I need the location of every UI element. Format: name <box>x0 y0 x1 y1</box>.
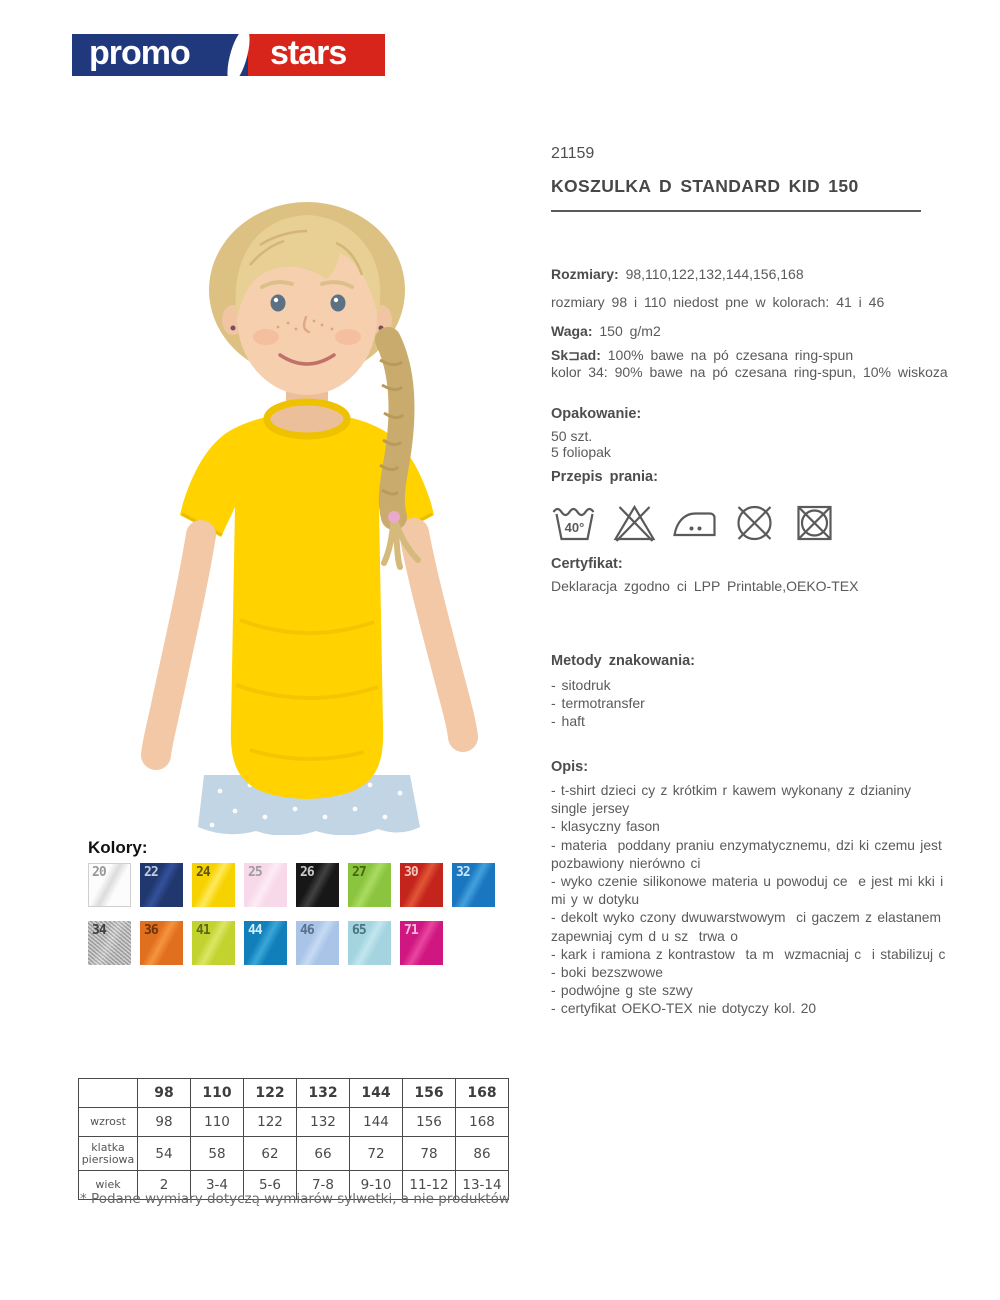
color-code: 44 <box>248 923 262 938</box>
color-code: 26 <box>300 865 314 880</box>
size-table-header-cell: 98 <box>138 1079 191 1108</box>
color-swatch-71 <box>400 921 443 965</box>
wash-40-icon <box>551 501 598 545</box>
color-swatch-30 <box>400 863 443 907</box>
size-table-row-label: wiek <box>79 1171 138 1200</box>
size-table-header-cell: 144 <box>350 1079 403 1108</box>
color-swatch-44 <box>244 921 287 965</box>
size-table-cell: 11-12 <box>403 1171 456 1200</box>
color-swatch-22 <box>140 863 183 907</box>
product-code: 21159 <box>551 145 595 162</box>
size-table-cell: 9-10 <box>350 1171 403 1200</box>
child-illustration <box>100 165 530 835</box>
color-swatch-26 <box>296 863 339 907</box>
opis-list <box>551 782 947 1019</box>
size-table-corner-cell <box>79 1079 138 1108</box>
size-table-cell: 132 <box>297 1108 350 1137</box>
size-table-cell: 110 <box>191 1108 244 1137</box>
color-swatch-20 <box>88 863 131 907</box>
color-code: 34 <box>92 923 106 938</box>
marking-method-item: - haft <box>551 713 585 729</box>
color-code: 46 <box>300 923 314 938</box>
colors-heading: Kolory: <box>88 838 148 857</box>
color-swatch-24 <box>192 863 235 907</box>
size-table-cell: 2 <box>138 1171 191 1200</box>
packaging-line-foil: 5 foliopak <box>551 444 611 460</box>
logo-promo-block <box>72 34 248 76</box>
weight-label: Waga: <box>551 323 593 339</box>
opis-line: - dekolt wyko czony dwuwarstwowym ci gaczem z elastanem zapewniaj cym d u sz trwa o <box>551 910 947 944</box>
do-not-tumble-dry-icon <box>791 501 838 545</box>
size-table-cell: 13-14 <box>456 1171 509 1200</box>
color-code: 27 <box>352 865 366 880</box>
size-table-cell: 3-4 <box>191 1171 244 1200</box>
color-code: 65 <box>352 923 366 938</box>
logo-stars-text: stars <box>270 34 347 72</box>
size-table-cell: 54 <box>138 1137 191 1171</box>
composition-note: kolor 34: 90% bawe na pó czesana ring-spun, 10% wiskoza <box>551 364 948 380</box>
sizes-line <box>551 266 949 283</box>
logo-promo-text: promo <box>89 34 190 72</box>
marking-method-item: - sitodruk <box>551 677 611 693</box>
size-table-body <box>79 1108 509 1200</box>
marking-methods-list <box>551 676 949 730</box>
product-title: KOSZULKA D STANDARD KID 150 <box>551 176 859 196</box>
do-not-bleach-icon <box>611 501 658 545</box>
size-table-cell: 7-8 <box>297 1171 350 1200</box>
opis-line: - boki bezszwowe <box>551 965 663 981</box>
opis-line: - podwójne g ste szwy <box>551 983 693 999</box>
size-table-header-row <box>79 1079 509 1108</box>
color-code: 32 <box>456 865 470 880</box>
washing-heading: Przepis prania: <box>551 469 658 485</box>
color-code: 36 <box>144 923 158 938</box>
packaging-line-qty: 50 szt. <box>551 428 593 444</box>
size-table-footnote: * Podane wymiary dotyczą wymiarów sylwetki, a nie produktów <box>80 1191 510 1207</box>
weight-line <box>551 323 949 340</box>
promostars-logo <box>72 34 385 76</box>
color-code: 71 <box>404 923 418 938</box>
opis-line: - t-shirt dzieci cy z krótkim r kawem wykonany z dzianiny single jersey <box>551 783 917 817</box>
size-table-cell: 98 <box>138 1108 191 1137</box>
product-info-column <box>551 145 949 1019</box>
packaging-heading: Opakowanie: <box>551 406 642 422</box>
color-swatch-46 <box>296 921 339 965</box>
opis-line: - wyko czenie silikonowe materia u powoduj ce e jest mi kki i mi y w dotyku <box>551 874 949 908</box>
size-table-row <box>79 1108 509 1137</box>
color-code: 24 <box>196 865 210 880</box>
care-symbols-row <box>551 499 949 545</box>
color-grid <box>88 863 495 965</box>
size-table-row-label: wzrost <box>79 1108 138 1137</box>
certificate-value: Deklaracja zgodno ci LPP Printable,OEKO-TEX <box>551 578 859 594</box>
title-divider <box>551 210 921 212</box>
iron-two-dots-icon <box>671 501 718 545</box>
size-table-cell: 144 <box>350 1108 403 1137</box>
sizes-label: Rozmiary: <box>551 266 619 282</box>
size-table-cell: 58 <box>191 1137 244 1171</box>
composition-label: Sk⊐ad: <box>551 347 601 363</box>
size-table-header-cell: 168 <box>456 1079 509 1108</box>
opis-line: - klasyczny fason <box>551 819 660 835</box>
size-table-row-label: klatka piersiowa <box>79 1137 138 1171</box>
size-table-header-cell: 132 <box>297 1079 350 1108</box>
product-photo-child-yellow-tshirt <box>100 165 530 835</box>
description-heading: Opis: <box>551 759 589 775</box>
color-swatch-41 <box>192 921 235 965</box>
size-table-cell: 168 <box>456 1108 509 1137</box>
weight-value: 150 g/m2 <box>599 323 661 339</box>
marking-method-item: - termotransfer <box>551 695 645 711</box>
size-table-cell: 122 <box>244 1108 297 1137</box>
packaging-lines <box>551 428 949 460</box>
size-table-cell: 78 <box>403 1137 456 1171</box>
size-table-header-cell: 122 <box>244 1079 297 1108</box>
size-table-cell: 5-6 <box>244 1171 297 1200</box>
opis-line: - certyfikat OEKO-TEX nie dotyczy kol. 20 <box>551 1001 817 1017</box>
svg-text:40°: 40° <box>564 520 585 535</box>
sizes-note: rozmiary 98 i 110 niedost pne w kolorach: 41 i 46 <box>551 294 885 310</box>
size-table-cell: 86 <box>456 1137 509 1171</box>
color-swatch-65 <box>348 921 391 965</box>
do-not-dry-clean-icon <box>731 501 778 545</box>
color-swatch-25 <box>244 863 287 907</box>
composition-value: 100% bawe na pó czesana ring-spun <box>607 347 854 363</box>
color-swatch-27 <box>348 863 391 907</box>
size-table-cell: 66 <box>297 1137 350 1171</box>
size-table <box>78 1078 509 1200</box>
certificate-heading: Certyfikat: <box>551 556 623 572</box>
marking-methods-heading: Metody znakowania: <box>551 653 695 669</box>
color-swatch-34 <box>88 921 131 965</box>
size-table-header-cell: 110 <box>191 1079 244 1108</box>
opis-line: - materia poddany praniu enzymatycznemu, dzi ki czemu jest pozbawiony nierówno ci <box>551 837 948 871</box>
size-table-cell: 62 <box>244 1137 297 1171</box>
color-swatch-32 <box>452 863 495 907</box>
sizes-value: 98,110,122,132,144,156,168 <box>625 266 804 282</box>
opis-line: - kark i ramiona z kontrastow ta m wzmacniaj c i stabilizuj c <box>551 946 946 962</box>
color-code: 30 <box>404 865 418 880</box>
logo-stars-block <box>248 34 385 76</box>
color-code: 41 <box>196 923 210 938</box>
size-table-cell: 72 <box>350 1137 403 1171</box>
color-code: 22 <box>144 865 158 880</box>
size-table-row <box>79 1137 509 1171</box>
color-swatch-36 <box>140 921 183 965</box>
size-table-cell: 156 <box>403 1108 456 1137</box>
composition-line <box>551 347 949 364</box>
size-table-header-cell: 156 <box>403 1079 456 1108</box>
color-code: 25 <box>248 865 262 880</box>
color-code: 20 <box>92 865 106 880</box>
